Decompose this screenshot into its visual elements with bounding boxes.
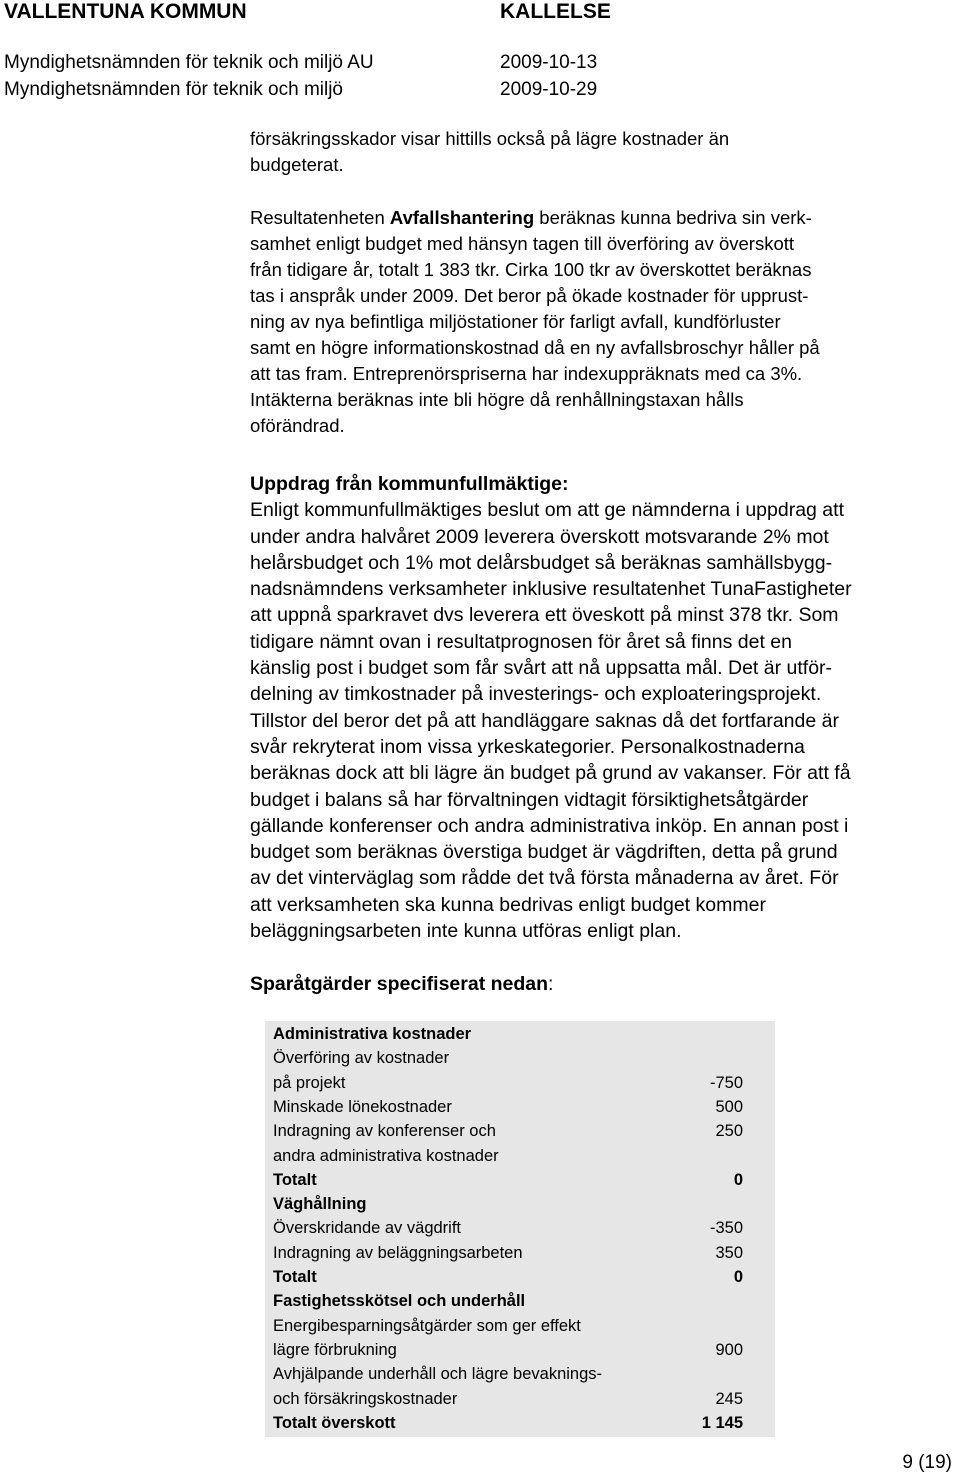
document-type: KALLELSE [500, 0, 611, 23]
text-line: delning av timkostnader på investerings- och exploateringsprojekt. [250, 683, 822, 706]
row-label: Energibesparningsåtgärder som ger effekt [273, 1316, 581, 1335]
row-label: Överskridande av vägdrift [273, 1219, 462, 1238]
page-number: 9 (19) [902, 1452, 952, 1473]
text-line: att tas fram. Entreprenörspriserna har indexuppräknats med ca 3%. [250, 363, 803, 384]
table-row [273, 1144, 743, 1168]
section-heading: Uppdrag från kommunfullmäktige: [250, 473, 569, 495]
row-value: 250 [715, 1122, 743, 1141]
row-label: på projekt [273, 1073, 346, 1092]
table-row [273, 1216, 743, 1240]
row-value: -350 [709, 1219, 743, 1238]
text-line: gällande konferenser och andra administrativa inköp. En annan post i [250, 814, 849, 837]
row-label: andra administrativa kostnader [273, 1146, 499, 1165]
text-line: känslig post i budget som får svårt att nå uppsatta mål. Det är utför- [250, 657, 833, 680]
text-line: oförändrad. [250, 415, 345, 436]
bold-term: Avfallshantering [389, 207, 535, 228]
text-line: Tillstor del beror det på att handläggare saknas då det fortfarande är [250, 709, 839, 732]
row-value: -750 [709, 1073, 743, 1092]
row-value: 500 [715, 1097, 743, 1116]
table-row [273, 1071, 743, 1095]
text-line: från tidigare år, totalt 1 383 tkr. Cirka 100 tkr av överskottet beräknas [250, 259, 812, 280]
text-line: beläggningsarbeten inte kunna utföras enligt plan. [250, 920, 682, 943]
row-value: 0 [733, 1170, 743, 1189]
text-line: Intäkterna beräknas inte bli högre då renhållningstaxan hålls [250, 389, 744, 410]
row-value: 0 [733, 1268, 743, 1286]
savings-table [265, 1021, 775, 1437]
heading-colon: : [548, 973, 554, 995]
row-label: Totalt [273, 1170, 317, 1189]
text-line: att uppnå sparkravet dvs leverera ett öveskott på minst 378 tkr. Som [250, 604, 839, 627]
text-line: tas i anspråk under 2009. Det beror på ökade kostnader för upprust- [250, 285, 809, 306]
row-label: Totalt överskott [273, 1413, 396, 1432]
text-line: Enligt kommunfullmäktiges beslut om att ge nämnderna i uppdrag att [250, 499, 844, 522]
row-label: Väghållning [273, 1195, 367, 1214]
section-heading: Sparåtgärder specifiserat nedan [250, 973, 549, 995]
paragraph-insurance [250, 126, 960, 178]
text-line: samhet enligt budget med hänsyn tagen till överföring av överskott [250, 233, 795, 254]
row-label: Fastighetsskötsel och underhåll [273, 1292, 526, 1311]
table-row [273, 1046, 743, 1070]
table-total-row [273, 1265, 743, 1289]
table-row [273, 1095, 743, 1119]
table-section-heading [273, 1289, 743, 1313]
text-line: samt en högre informationskostnad då en ny avfallsbroschyr håller på [250, 337, 820, 358]
text-line [250, 205, 960, 231]
text-line: svår rekryterat inom vissa yrkeskategorier. Personalkostnaderna [250, 735, 805, 758]
text-line: försäkringsskador visar hittills också på lägre kostnader än [250, 128, 730, 149]
text-line: ning av nya befintliga miljöstationer för farligt avfall, kundförluster [250, 311, 781, 332]
meeting-body: Myndighetsnämnden för teknik och miljö [4, 79, 344, 100]
text-line: tidigare nämnt ovan i resultatprognosen för året så finns det en [250, 630, 792, 653]
text-line: av det vinterväglag som rådde det två första månaderna av året. För [250, 867, 839, 890]
text-line: under andra halvåret 2009 leverera överskott motsvarande 2% mot [250, 525, 829, 548]
text-line: beräknas dock att bli lägre än budget på grund av vakanser. För att få [250, 762, 851, 785]
row-label: Totalt [273, 1268, 317, 1286]
row-label: lägre förbrukning [273, 1340, 397, 1359]
table-row [273, 1314, 743, 1338]
row-value: 350 [715, 1243, 743, 1262]
table-total-row [273, 1168, 743, 1192]
table-row [273, 1119, 743, 1143]
paragraph-waste-management [250, 205, 960, 439]
table-section-heading [273, 1022, 743, 1046]
row-label: Avhjälpande underhåll och lägre bevaknings- [273, 1365, 603, 1384]
text-line: budget i balans så har förvaltningen vidtagit försiktighetsåtgärder [250, 788, 809, 811]
meeting-date: 2009-10-29 [500, 79, 598, 100]
row-label: Överföring av kostnader [273, 1049, 450, 1068]
table-row [273, 1387, 743, 1411]
row-value: 1 145 [701, 1413, 743, 1432]
row-value: 900 [715, 1340, 743, 1359]
table-total-row [273, 1411, 743, 1435]
row-label: Minskade lönekostnader [273, 1097, 452, 1116]
table-row [273, 1362, 743, 1386]
row-label: Indragning av beläggningsarbeten [273, 1243, 523, 1262]
organization-name: VALLENTUNA KOMMUN [4, 0, 247, 23]
row-label: Indragning av konferenser och [273, 1122, 496, 1141]
savings-heading [250, 971, 960, 997]
text-line: budget som beräknas överstiga budget är vägdriften, detta på grund [250, 841, 838, 864]
meeting-date: 2009-10-13 [500, 52, 598, 73]
paragraph-council-assignment [250, 471, 960, 944]
text-line: budgeterat. [250, 154, 344, 175]
meeting-body: Myndighetsnämnden för teknik och miljö AU [4, 52, 374, 73]
table-row [273, 1241, 743, 1265]
table-row [273, 1338, 743, 1362]
text-span: beräknas kunna bedriva sin verk- [534, 207, 812, 228]
row-value: 245 [715, 1389, 743, 1408]
text-span: Resultatenheten [250, 207, 390, 228]
text-line: att verksamheten ska kunna bedrivas enligt budget kommer [250, 893, 766, 916]
table-section-heading [273, 1192, 743, 1216]
text-line: helårsbudget och 1% mot delårsbudget så beräknas samhällsbygg- [250, 551, 833, 574]
row-label: och försäkringskostnader [273, 1389, 458, 1408]
text-line: nadsnämndens verksamheter inklusive resultatenhet TunaFastigheter [250, 578, 852, 601]
row-label: Administrativa kostnader [273, 1025, 472, 1043]
